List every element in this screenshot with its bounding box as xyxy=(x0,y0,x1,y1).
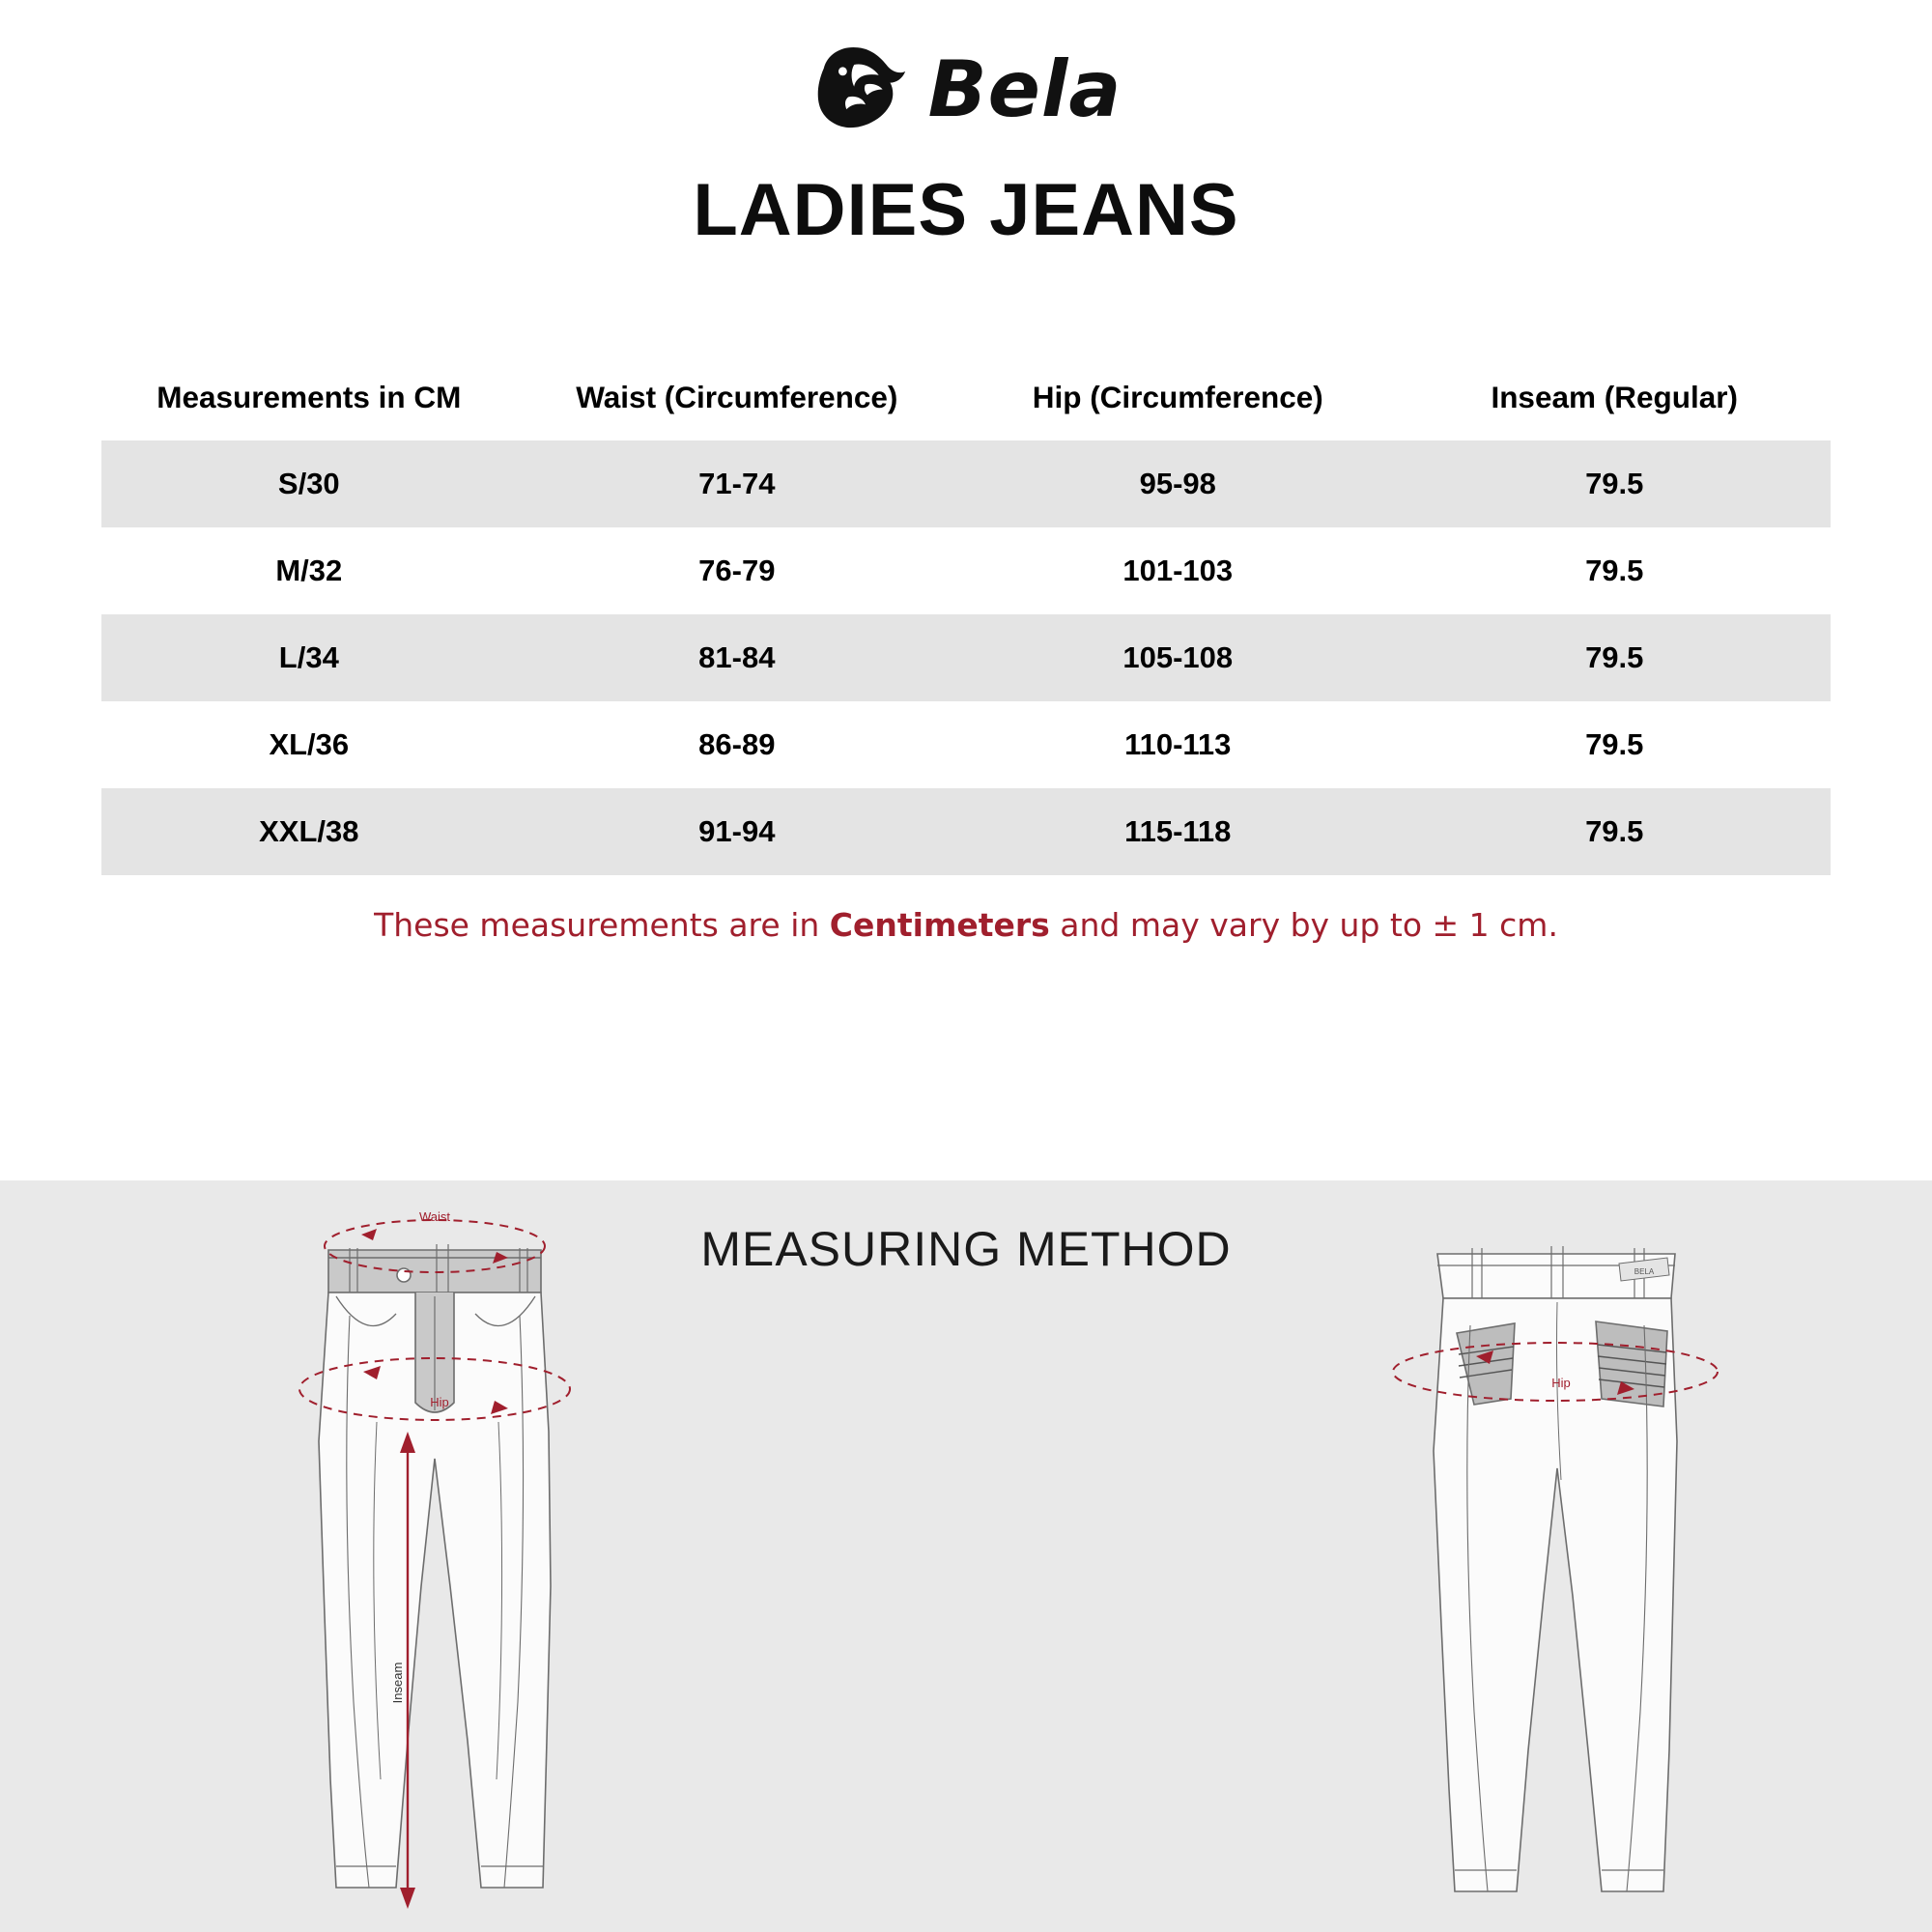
cell-inseam: 79.5 xyxy=(1398,614,1831,701)
measuring-figures xyxy=(0,1200,1932,1932)
cell-hip: 101-103 xyxy=(1122,554,1234,587)
waist-label: Waist xyxy=(418,1209,451,1224)
measurement-note xyxy=(101,906,1831,944)
brand-logo xyxy=(0,37,1932,143)
size-table xyxy=(101,366,1831,875)
table-row xyxy=(101,788,1831,875)
back-logo-patch-label: BELA xyxy=(1634,1267,1655,1276)
table-row xyxy=(101,440,1831,527)
column-header-inseam: Inseam (Regular) xyxy=(1491,380,1739,414)
cell-size: S/30 xyxy=(101,440,517,527)
cell-inseam: 79.5 xyxy=(1585,554,1644,587)
cell-hip: 105-108 xyxy=(957,614,1398,701)
column-header-waist: Waist (Circumference) xyxy=(576,380,898,414)
cell-size: XXL/38 xyxy=(101,788,517,875)
table-row xyxy=(101,701,1831,788)
hip-label-back: Hip xyxy=(1551,1376,1571,1390)
cell-size: XL/36 xyxy=(269,727,350,761)
brand-name: Bela xyxy=(927,44,1122,134)
measuring-method-title: MEASURING METHOD xyxy=(700,1222,1232,1276)
table-row xyxy=(101,527,1831,614)
table-header-row xyxy=(101,366,1831,440)
note-text-after: and may vary by up to ± 1 cm. xyxy=(1049,906,1558,944)
cell-inseam: 79.5 xyxy=(1398,440,1831,527)
cell-waist: 76-79 xyxy=(698,554,776,587)
measuring-method-panel xyxy=(0,1180,1932,1932)
cell-waist: 71-74 xyxy=(517,440,957,527)
note-emphasis: Centimeters xyxy=(829,906,1050,944)
hip-label: Hip xyxy=(430,1395,449,1409)
cell-hip: 95-98 xyxy=(957,440,1398,527)
cell-waist: 86-89 xyxy=(698,727,776,761)
page-title: LADIES JEANS xyxy=(693,169,1239,251)
column-header-hip: Hip (Circumference) xyxy=(1032,380,1323,414)
inseam-label: Inseam xyxy=(390,1662,405,1704)
jeans-back-diagram xyxy=(1381,1209,1787,1915)
cell-hip: 110-113 xyxy=(1124,727,1232,761)
cell-waist: 91-94 xyxy=(517,788,957,875)
jeans-front-diagram xyxy=(261,1200,667,1915)
cell-hip: 115-118 xyxy=(957,788,1398,875)
column-header-size: Measurements in CM xyxy=(156,380,462,414)
table-row xyxy=(101,614,1831,701)
size-chart xyxy=(101,366,1831,944)
cell-size: L/34 xyxy=(101,614,517,701)
document-header xyxy=(0,0,1932,252)
bear-head-icon xyxy=(810,40,915,140)
cell-waist: 81-84 xyxy=(517,614,957,701)
cell-size: M/32 xyxy=(275,554,343,587)
note-text-before: These measurements are in xyxy=(374,906,830,944)
cell-inseam: 79.5 xyxy=(1398,788,1831,875)
cell-inseam: 79.5 xyxy=(1585,727,1644,761)
